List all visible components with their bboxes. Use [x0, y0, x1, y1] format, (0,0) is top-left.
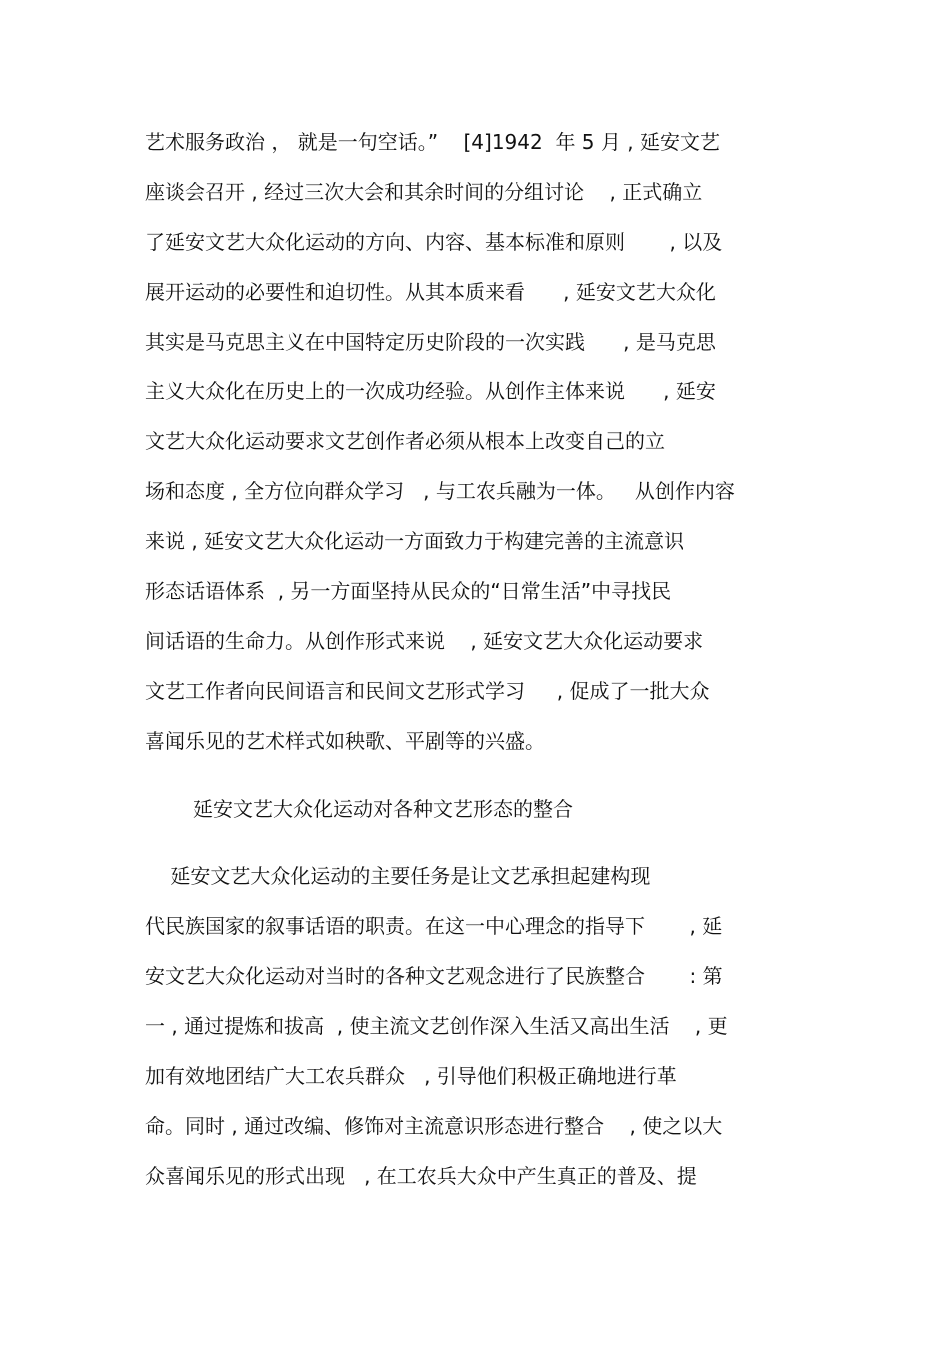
- paragraph-line: 展开运动的必要性和迫切性。从其本质来看 , 延安文艺大众化: [145, 280, 716, 304]
- paragraph-line: 其实是马克思主义在中国特定历史阶段的一次实践 , 是马克思: [145, 330, 716, 354]
- paragraph-line: 座谈会召开 , 经过三次大会和其余时间的分组讨论 , 正式确立: [145, 180, 703, 204]
- paragraph-line: 命。同时 , 通过改编、修饰对主流意识形态进行整合 , 使之以大: [145, 1114, 723, 1138]
- paragraph-line: 文艺工作者向民间语言和民间文艺形式学习 , 促成了一批大众: [145, 679, 710, 703]
- paragraph-line: 延安文艺大众化运动的主要任务是让文艺承担起建构现: [145, 864, 651, 888]
- paragraph-line: 加有效地团结广大工农兵群众 , 引导他们积极正确地进行革: [145, 1064, 677, 1088]
- paragraph-line: 场和态度 , 全方位向群众学习 , 与工农兵融为一体。 从创作内容: [145, 479, 735, 503]
- paragraph-line: 艺术服务政治 ， 就是一句空话。” [4]1942 年 5 月 , 延安文艺: [145, 130, 720, 154]
- paragraph-line: 了延安文艺大众化运动的方向、内容、基本标准和原则 , 以及: [145, 230, 723, 254]
- paragraph-line: 一 , 通过提炼和拔高 , 使主流文艺创作深入生活又高出生活 , 更: [145, 1014, 728, 1038]
- paragraph-line: 形态话语体系 , 另一方面坚持从民众的“日常生活”中寻找民: [145, 579, 672, 603]
- paragraph-line: 文艺大众化运动要求文艺创作者必须从根本上改变自己的立: [145, 429, 665, 453]
- paragraph-line: 喜闻乐见的艺术样式如秧歌、平剧等的兴盛。: [145, 729, 545, 753]
- paragraph-line: 间话语的生命力。从创作形式来说 , 延安文艺大众化运动要求: [145, 629, 704, 653]
- paragraph-line: 主义大众化在历史上的一次成功经验。从创作主体来说 , 延安: [145, 379, 716, 403]
- paragraph-line: 安文艺大众化运动对当时的各种文艺观念进行了民族整合 : 第: [145, 964, 723, 988]
- paragraph-line: 来说 , 延安文艺大众化运动一方面致力于构建完善的主流意识: [145, 529, 685, 553]
- paragraph-line: 众喜闻乐见的形式出现 , 在工农兵大众中产生真正的普及、提: [145, 1164, 697, 1188]
- section-heading: 延安文艺大众化运动对各种文艺形态的整合: [193, 797, 573, 821]
- paragraph-line: 代民族国家的叙事话语的职责。在这一中心理念的指导下 , 延: [145, 914, 723, 938]
